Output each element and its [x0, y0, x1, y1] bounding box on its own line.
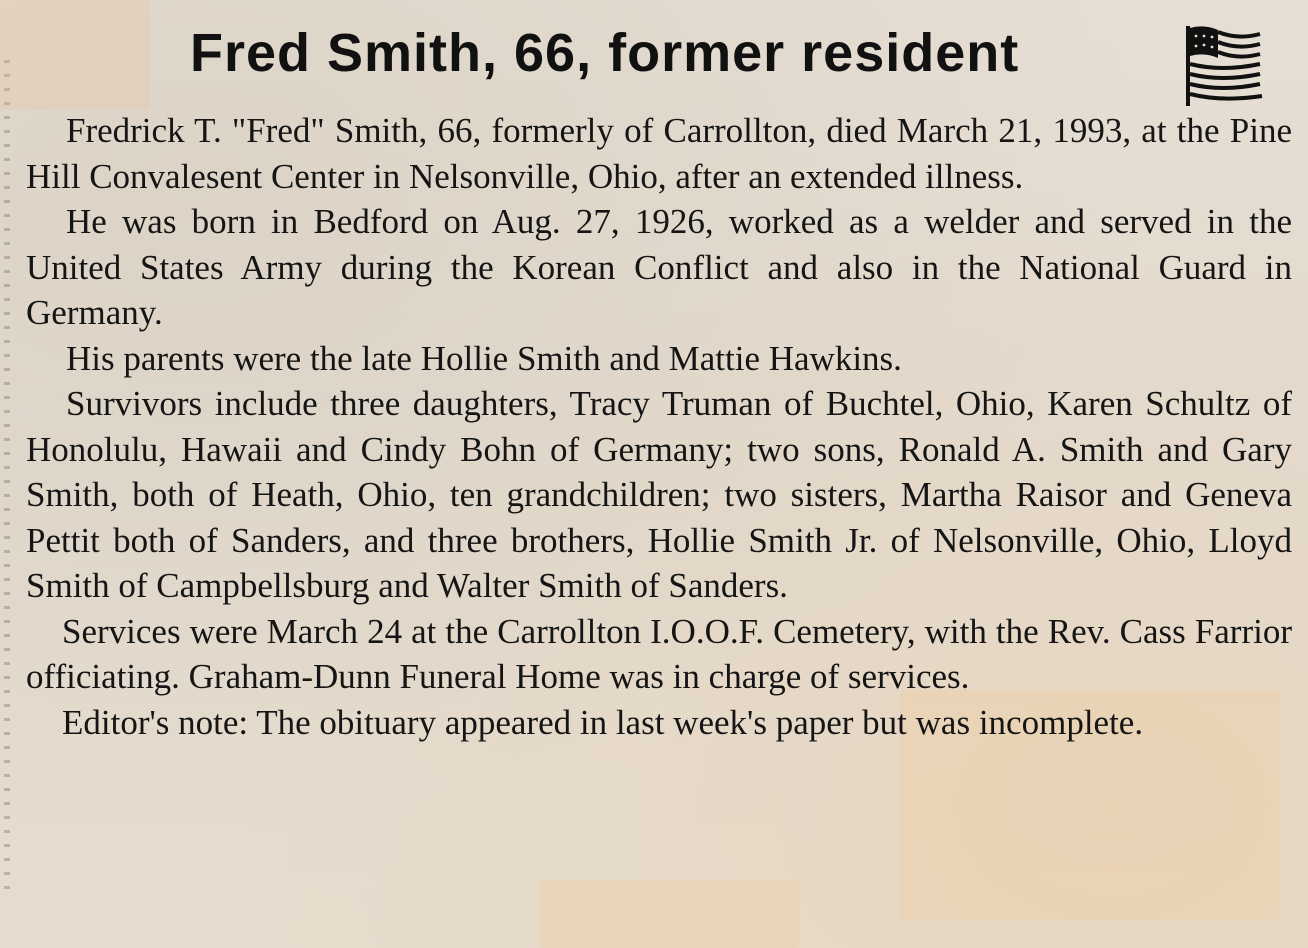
- paragraph-services: Services were March 24 at the Carrollton I.O.O.F. Cemetery, with the Rev. Cass Farrior officiating. Graham-Dunn Funeral Home was in charge of services.: [26, 611, 1292, 696]
- article-body: [26, 108, 1292, 745]
- paragraph-parents: His parents were the late Hollie Smith and Mattie Hawkins.: [66, 338, 902, 378]
- paragraph-birth: He was born in Bedford on Aug. 27, 1926, worked as a welder and served in the United States Army during the Korean Conflict and also in the National Guard in Germany.: [26, 202, 1292, 332]
- headline: Fred Smith, 66, former resident: [190, 23, 1020, 83]
- paragraph-death: Fredrick T. "Fred" Smith, 66, formerly of Carrollton, died March 21, 1993, at the Pine Hill Convalesent Center in Nelsonville, Ohio, after an extended illness.: [26, 111, 1292, 196]
- paper-stain: [540, 880, 800, 948]
- torn-edge: [4, 60, 10, 900]
- headline-row: [0, 14, 1308, 104]
- paragraph-survivors: Survivors include three daughters, Tracy Truman of Buchtel, Ohio, Karen Schultz of Honolulu, Hawaii and Cindy Bohn of Germany; two sons, Ronald A. Smith and Gary Smith, both of Heath, Ohio, ten grandchildren; two sisters, Martha Raisor and Geneva Pettit both of Sanders, and three brothers, Hollie Smith Jr. of Nelsonville, Ohio, Lloyd Smith of Campbellsburg and Walter Smith of Sanders.: [26, 384, 1292, 605]
- paragraph-editors-note: Editor's note: The obituary appeared in last week's paper but was incomplete.: [62, 702, 1144, 742]
- american-flag-icon: [1182, 24, 1264, 108]
